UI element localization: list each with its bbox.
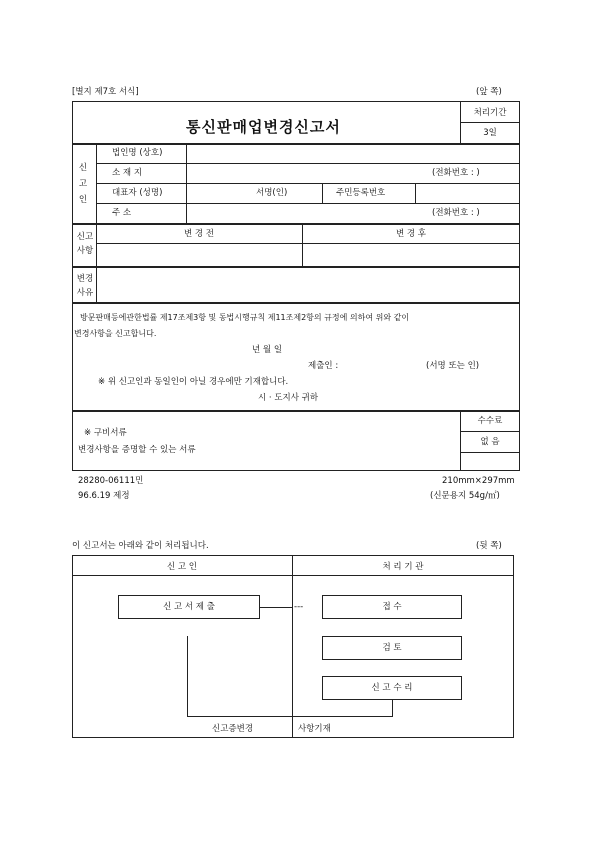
agency-column-header: 처 리 기 관 — [382, 562, 424, 572]
sign-or-seal-note: (서명 또는 인) — [426, 361, 480, 371]
applicant-section-label: 신 고 인 — [78, 163, 88, 205]
before-change-field[interactable] — [98, 245, 300, 265]
form-number: [별지 제7호 서식] — [72, 87, 139, 97]
declaration-line-1: 방문판매등에관한법률 제17조제3항 및 동법시행규칙 제11조제2항의 규정에 의하여 위와 같이 — [80, 313, 410, 322]
required-documents-item: 변경사항을 증명할 수 있는 서류 — [78, 445, 196, 455]
corp-name-field[interactable] — [188, 145, 518, 162]
signature-label: 서명(인) — [256, 188, 288, 198]
footer-certificate-change: 신고증변경 — [212, 724, 254, 734]
location-label: 소 재 지 — [112, 168, 143, 178]
applicant-note: ※ 위 신고인과 동일인이 아닐 경우에만 기재합니다. — [98, 377, 289, 387]
representative-label: 대표자 (성명) — [112, 188, 163, 198]
enactment-date: 96.6.19 제정 — [78, 491, 130, 501]
page-side-label: (앞 쪽) — [476, 87, 502, 97]
address-field[interactable] — [188, 205, 428, 222]
address-phone-label: (전화번호 : ) — [432, 208, 480, 218]
address-label: 주 소 — [112, 208, 132, 218]
declaration-line-2: 변경사항을 신고합니다. — [74, 329, 157, 338]
paper-size: 210mm×297mm — [442, 476, 515, 486]
step-review-box: 검 토 — [322, 636, 462, 660]
after-change-field[interactable] — [304, 245, 518, 265]
location-field[interactable] — [188, 165, 428, 182]
form-code: 28280-06111민 — [78, 476, 144, 486]
fee-label: 수수료 — [477, 416, 503, 426]
form-title: 통신판매업변경신고서 — [186, 118, 341, 136]
submitter-label: 제출인 : — [308, 361, 339, 371]
date-line: 년 월 일 — [252, 345, 283, 355]
paper-spec: (신문용지 54g/㎡) — [430, 491, 500, 501]
applicant-column-header: 신 고 인 — [166, 562, 198, 572]
processing-period-label: 처리기간 — [473, 108, 507, 118]
location-phone-label: (전화번호 : ) — [432, 168, 480, 178]
representative-field[interactable] — [188, 185, 254, 202]
back-page-side-label: (뒷 쪽) — [476, 541, 502, 551]
change-reason-field[interactable] — [98, 268, 518, 301]
report-items-label: 신고 사항 — [76, 232, 94, 256]
step-receive-box: 접 수 — [322, 595, 462, 619]
required-documents-label: ※ 구비서류 — [84, 428, 127, 438]
resident-number-field[interactable] — [417, 185, 518, 202]
resident-number-label: 주민등록번호 — [336, 188, 386, 198]
footer-item-entry: 사항기재 — [298, 724, 331, 734]
change-reason-label: 변경 사유 — [76, 274, 94, 298]
after-change-header: 변 경 후 — [395, 229, 427, 239]
dashed-connector: --- — [294, 602, 304, 612]
corp-name-label: 법인명 (상호) — [112, 148, 163, 158]
processing-period-value: 3일 — [483, 128, 497, 138]
fee-value: 없 음 — [480, 437, 500, 447]
process-intro: 이 신고서는 아래와 같이 처리됩니다. — [72, 541, 209, 551]
step-accept-box: 신 고 수 리 — [322, 676, 462, 700]
addressee: 시 · 도지사 귀하 — [258, 393, 319, 403]
before-change-header: 변 경 전 — [183, 229, 215, 239]
step-submit-box: 신 고 서 제 출 — [118, 595, 260, 619]
